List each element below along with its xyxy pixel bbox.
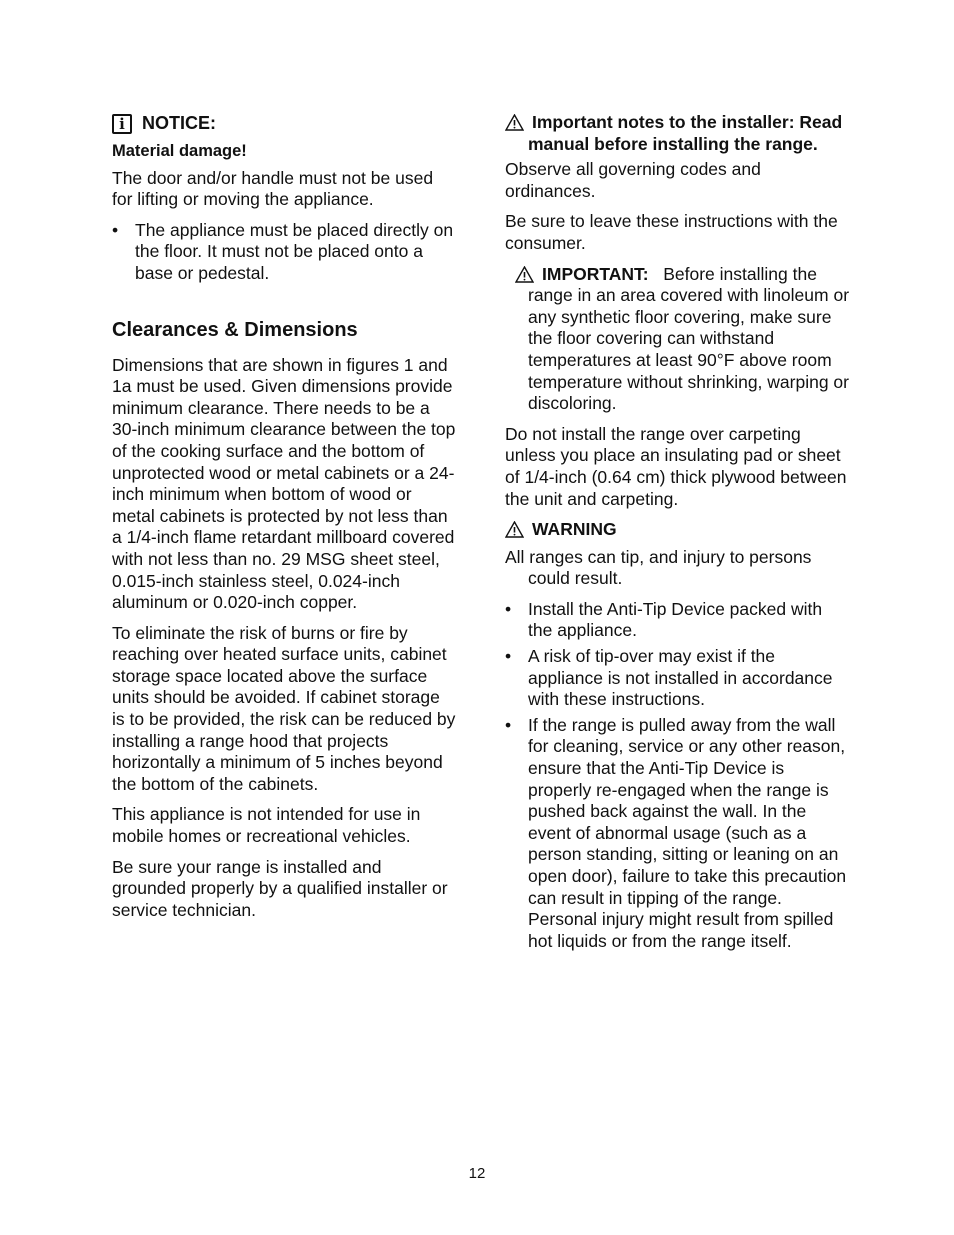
paragraph: To eliminate the risk of burns or fire by reaching over heated surface units, cabinet storage space located above the surface units should be avoided. If cabinet storage is to be provided, the risk can be reduced by installing a range hood that projects horizontally a minimum of 5 inches beyond the bottom of the cabinets. xyxy=(112,622,456,794)
bullet-icon: • xyxy=(505,598,512,619)
paragraph: Observe all governing codes and ordinances. xyxy=(505,159,761,201)
warning-bullet-list xyxy=(505,599,850,953)
carpet-paragraph: Do not install the range over carpeting unless you place an insulating pad or sheet of 1/4-inch (0.64 cm) thick plywood between the unit and carpeting. xyxy=(505,423,847,509)
list-item: • Install the Anti-Tip Device packed with the appliance. xyxy=(505,598,823,641)
warning-intro: All ranges can tip, and injury to persons could result. xyxy=(505,546,812,589)
warning-heading: WARNING xyxy=(505,519,850,541)
paragraph: Be sure your range is installed and grounded properly by a qualified installer or service technician. xyxy=(112,856,448,920)
paragraph: Be sure to leave these instructions with the consumer. xyxy=(505,211,838,253)
list-item: • A risk of tip-over may exist if the appliance is not installed in accordance with these instructions. xyxy=(505,646,833,710)
notice-bullet-list xyxy=(112,220,457,285)
warning-triangle-icon xyxy=(505,114,524,131)
info-icon: i xyxy=(112,114,132,134)
notice-heading xyxy=(112,112,457,136)
warning-triangle-icon xyxy=(505,521,524,538)
list-item: • If the range is pulled away from the wall for cleaning, service or any other reason, ensure that the Anti-Tip Device is properly re-engaged when the range is pushed back against the wall. In the event of abnormal usage (such as a person standing, sitting or leaning on an open door), failure to take this precaution can result in tipping of the range. Personal injury might result from spilled hot liquids or from the range itself. xyxy=(505,714,847,951)
left-column xyxy=(112,112,457,930)
right-column xyxy=(505,112,850,961)
bullet-icon: • xyxy=(112,219,119,240)
important-notice xyxy=(505,264,850,415)
section-title: Clearances & Dimensions xyxy=(112,318,358,341)
important-text: Before installing the range in an area covered with linoleum or any synthetic floor covering, make sure the floor covering can withstand temperatures at least 90°F above room temperature without shrinking, warping or discoloring. xyxy=(528,263,850,414)
important-label: IMPORTANT: xyxy=(542,263,649,284)
paragraph: Dimensions that are shown in figures 1 and 1a must be used. Given dimensions provide minimum clearance. There needs to be a 30-inch minimum clearance between the top of the cooking surface and the bottom of unprotected wood or metal cabinets or a 24-inch minimum when bottom of wood or metal cabinets is protected by not less than a 1/4-inch flame retardant millboard covered with not less than no. 29 MSG sheet steel, 0.015-inch stainless steel, 0.024-inch aluminum or 0.020-inch copper. xyxy=(112,354,456,613)
bullet-icon: • xyxy=(505,646,512,667)
list-item: • The appliance must be placed directly on the floor. It must not be placed onto a base or pedestal. xyxy=(112,219,454,283)
notice-label: NOTICE: xyxy=(142,113,216,134)
page-number: 12 xyxy=(468,1165,486,1182)
important-lead xyxy=(515,264,653,284)
bullet-icon: • xyxy=(505,714,512,735)
paragraph: This appliance is not intended for use in mobile homes or recreational vehicles. xyxy=(112,804,421,847)
material-damage-subheading: Material damage! xyxy=(112,142,247,160)
installer-note: Important notes to the installer: Read manual before installing the range. xyxy=(505,112,850,155)
notice-text: The door and/or handle must not be used for lifting or moving the appliance. xyxy=(112,167,434,210)
warning-triangle-icon xyxy=(515,266,534,283)
